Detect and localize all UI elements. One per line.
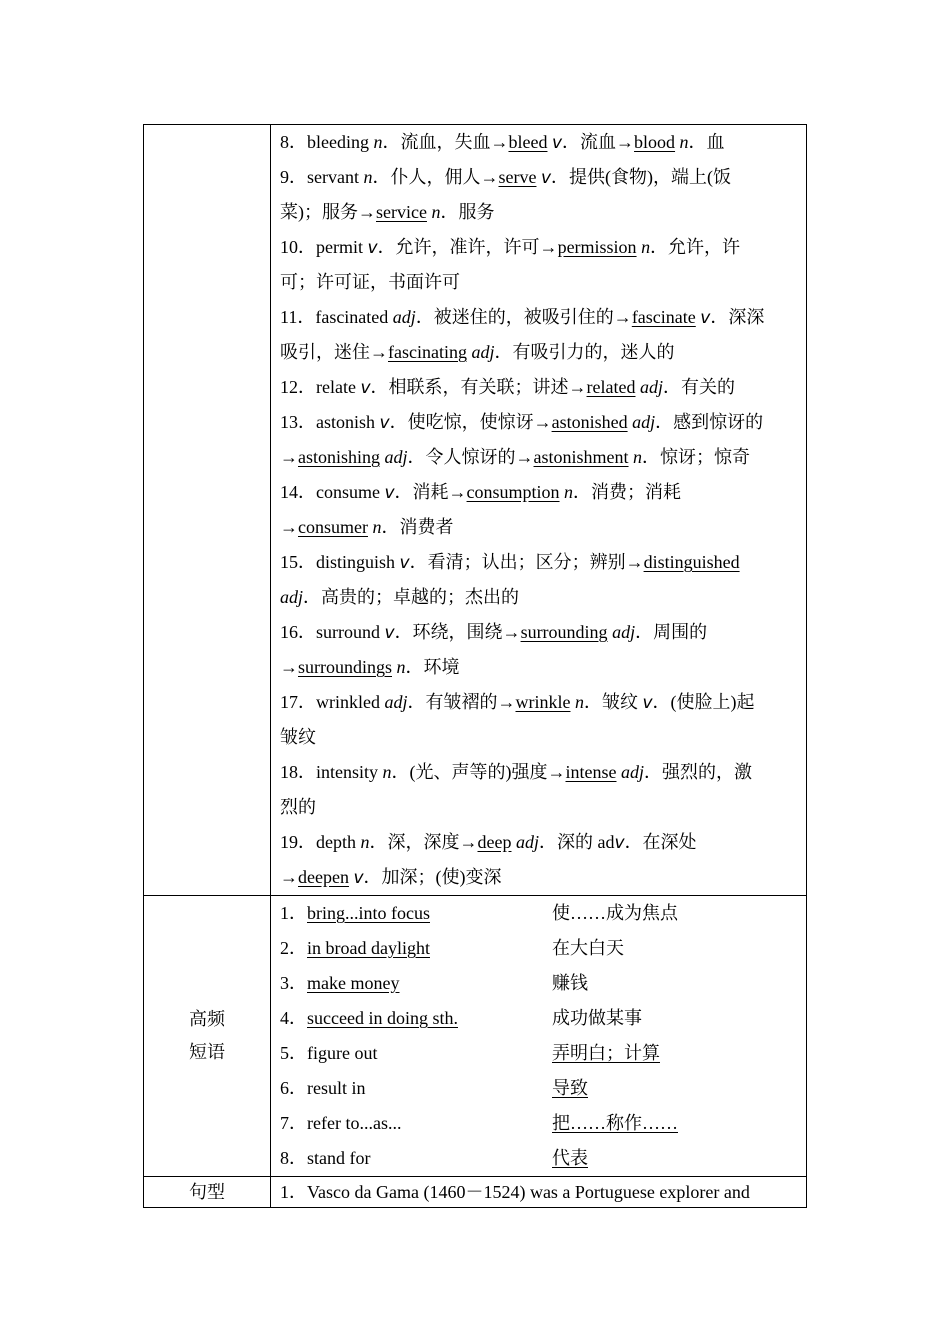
entry-text: ．允许，准许，许可→ [377, 237, 558, 257]
part-of-speech: n [396, 657, 406, 677]
entry-text: ．在深处 [624, 832, 697, 852]
vocab-entry-6-line1 [280, 405, 798, 440]
part-of-speech: n [363, 167, 373, 187]
phrases-label-line-2: 短语 [189, 1042, 225, 1062]
vocab-entry-8-line2 [280, 580, 798, 615]
part-of-speech: n [372, 517, 382, 537]
part-of-speech: adj [392, 307, 416, 327]
vocab-entry-3-line1 [280, 230, 798, 265]
entry-text: 19．depth [280, 832, 361, 852]
part-of-speech: adj [515, 832, 539, 852]
entry-text: 吸引，迷住→ [280, 342, 388, 362]
phrase-item [280, 966, 798, 1001]
entry-text: → [280, 517, 298, 537]
vocab-entry-10-line1 [280, 685, 798, 720]
entry-text: ．服务 [440, 202, 495, 222]
phrase-item [280, 896, 798, 931]
entry-text: ．允许，许 [650, 237, 741, 257]
phrase-item [280, 931, 798, 966]
phrase-english [280, 1106, 552, 1141]
entry-text: ．惊讶；惊奇 [642, 447, 751, 467]
sentence-label: 句型 [189, 1182, 225, 1202]
answer-word: fascinate [631, 307, 696, 327]
part-of-speech: v [384, 623, 395, 643]
answer-word: deep [477, 832, 512, 852]
part-of-speech: n [382, 762, 392, 782]
entry-text: ．流血→ [562, 132, 635, 152]
entry-text: ．有关的 [663, 377, 736, 397]
vocab-entry-7-line2 [280, 510, 798, 545]
entry-text: ．感到惊讶的 [655, 412, 764, 432]
part-of-speech: n [633, 447, 643, 467]
phrases-label-cell [144, 896, 271, 1177]
part-of-speech: n [564, 482, 574, 502]
vocab-entry-12-line1 [280, 825, 798, 860]
vocab-entry-3-line2 [280, 265, 798, 300]
entry-text: 16．surround [280, 622, 385, 642]
vocab-entry-10-line2 [280, 720, 798, 755]
part-of-speech: n [360, 832, 370, 852]
phrase-chinese [552, 1001, 798, 1036]
phrase-english-text: bring...into focus [307, 903, 430, 923]
phrase-number: 1． [280, 903, 307, 923]
phrase-number: 7． [280, 1113, 307, 1133]
part-of-speech: v [551, 133, 563, 153]
answer-word: consumption [466, 482, 560, 502]
phrase-english [280, 1036, 552, 1071]
phrase-english-text: result in [307, 1078, 366, 1098]
answer-word: bleed [508, 132, 548, 152]
part-of-speech: n [641, 237, 651, 257]
answer-word: deepen [298, 867, 349, 887]
part-of-speech: n [679, 132, 689, 152]
vocab-entry-2-line1 [280, 160, 798, 195]
part-of-speech: v [379, 413, 390, 433]
part-of-speech: adj [280, 587, 304, 607]
entry-text: 皱纹 [280, 727, 316, 747]
entry-text: ．皱纹 [583, 692, 643, 712]
vocab-entry-11-line2 [280, 790, 798, 825]
part-of-speech: adj [621, 762, 645, 782]
entry-text: ．环境 [405, 657, 460, 677]
phrase-chinese [552, 1071, 798, 1106]
phrase-number: 8． [280, 1148, 307, 1168]
entry-text: ．深的 [539, 832, 598, 852]
entry-text: ．令人惊讶的→ [407, 447, 534, 467]
vocab-entry-7-line1 [280, 475, 798, 510]
phrase-chinese [552, 1106, 798, 1141]
answer-word: surroundings [298, 657, 392, 677]
answer-word: distinguished [643, 552, 740, 572]
entry-text: ．深深 [710, 307, 765, 327]
entry-text: ．消费；消耗 [573, 482, 682, 502]
part-of-speech: v [384, 483, 395, 503]
vocab-entry-9-line1 [280, 615, 798, 650]
answer-word: consumer [298, 517, 368, 537]
answer-word: serve [498, 167, 537, 187]
phrase-english [280, 1141, 552, 1176]
entry-text: ．有皱褶的→ [407, 692, 516, 712]
part-of-speech: v [700, 308, 711, 328]
phrase-chinese-text: 把……称作…… [552, 1113, 678, 1133]
part-of-speech: n [431, 202, 441, 222]
entry-text: → [280, 657, 298, 677]
entry-text: 9．servant [280, 167, 364, 187]
entry-text: ．提供(食物)，端上(饭 [551, 167, 732, 187]
phrase-english-text: in broad daylight [307, 938, 430, 958]
entry-text: ．加深；(使)变深 [363, 867, 502, 887]
phrase-chinese [552, 1141, 798, 1176]
entry-text: ．周围的 [635, 622, 708, 642]
vocab-entry-4-line2 [280, 335, 798, 370]
vocab-entry-6-line2 [280, 440, 798, 475]
phrase-item [280, 1071, 798, 1106]
study-table [143, 124, 807, 1208]
part-of-speech: adj [384, 447, 408, 467]
entry-text: ．被迷住的，被吸引住的→ [415, 307, 632, 327]
entry-text: → [280, 447, 298, 467]
phrase-english [280, 1001, 552, 1036]
phrases-cell [271, 896, 807, 1177]
entry-text: ．消费者 [381, 517, 454, 537]
vocab-entry-8-line1 [280, 545, 798, 580]
entry-text: ．使吃惊，使惊讶→ [389, 412, 552, 432]
vocab-row [144, 125, 807, 896]
part-of-speech: adj [632, 412, 656, 432]
answer-word: intense [565, 762, 617, 782]
phrase-english [280, 896, 552, 931]
vocab-entry-11-line1 [280, 755, 798, 790]
entry-text: 11．fascinated [280, 307, 393, 327]
phrase-chinese-text: 代表 [552, 1148, 588, 1168]
vocab-entry-5-line1 [280, 370, 798, 405]
phrase-chinese-text: 导致 [552, 1078, 588, 1098]
vocab-entry-12-line2 [280, 860, 798, 895]
entry-text: ．深，深度→ [369, 832, 478, 852]
entry-text: ．(光、声等的)强度→ [391, 762, 566, 782]
phrase-chinese-text: 赚钱 [552, 973, 588, 993]
phrase-chinese-text: 使……成为焦点 [552, 903, 678, 923]
entry-text: 12．relate [280, 377, 361, 397]
entry-text: ad [597, 832, 615, 852]
part-of-speech: adj [471, 342, 495, 362]
sentence-row [144, 1177, 807, 1208]
phrase-item [280, 1036, 798, 1071]
phrase-chinese [552, 1036, 798, 1071]
vocab-entry-9-line2 [280, 650, 798, 685]
phrase-english-text: make money [307, 973, 400, 993]
part-of-speech: adj [384, 692, 408, 712]
phrase-english-text: succeed in doing sth. [307, 1008, 458, 1028]
answer-word: fascinating [388, 342, 467, 362]
entry-text: ．相联系，有关联；讲述→ [370, 377, 587, 397]
vocab-entry-1-line1 [280, 125, 798, 160]
entry-text: 18．intensity [280, 762, 383, 782]
entry-text: ．强烈的，激 [644, 762, 753, 782]
part-of-speech: n [373, 132, 383, 152]
part-of-speech: adj [640, 377, 664, 397]
entry-text: 14．consume [280, 482, 385, 502]
part-of-speech: v [367, 238, 378, 258]
entry-text: ．流血，失血→ [382, 132, 509, 152]
phrase-item [280, 1141, 798, 1176]
answer-word: related [586, 377, 636, 397]
phrase-chinese-text: 弄明白；计算 [552, 1043, 660, 1063]
entry-text: → [280, 867, 298, 887]
phrase-english-text: stand for [307, 1148, 371, 1168]
entry-text: 菜)；服务→ [280, 202, 376, 222]
entry-text: 13．astonish [280, 412, 380, 432]
sentence-label-cell [144, 1177, 271, 1208]
answer-word: wrinkle [515, 692, 571, 712]
part-of-speech: v [360, 378, 371, 398]
answer-word: service [376, 202, 427, 222]
phrase-item [280, 1106, 798, 1141]
entry-text: ．环绕，围绕→ [394, 622, 521, 642]
phrase-number: 4． [280, 1008, 307, 1028]
vocab-label-cell [144, 125, 271, 896]
entry-text: ．消耗→ [394, 482, 467, 502]
vocab-entry-2-line2 [280, 195, 798, 230]
phrase-chinese-text: 在大白天 [552, 938, 624, 958]
phrase-number: 3． [280, 973, 307, 993]
phrase-number: 5． [280, 1043, 307, 1063]
part-of-speech: adj [612, 622, 636, 642]
entry-text: 烈的 [280, 797, 316, 817]
entry-text: 17．wrinkled [280, 692, 385, 712]
phrase-chinese [552, 931, 798, 966]
phrase-chinese-text: 成功做某事 [552, 1008, 642, 1028]
phrase-chinese [552, 966, 798, 1001]
phrase-english [280, 966, 552, 1001]
entry-text: ．仆人，佣人→ [372, 167, 499, 187]
phrase-english [280, 931, 552, 966]
entry-text: ．看清；认出；区分；辨别→ [409, 552, 644, 572]
sentence-line: 1．Vasco da Gama (1460－1524) was a Portuguese explorer and [280, 1182, 750, 1202]
answer-word: astonished [551, 412, 628, 432]
phrases-row [144, 896, 807, 1177]
entry-text: ．有吸引力的，迷人的 [494, 342, 675, 362]
answer-word: astonishment [533, 447, 629, 467]
sentence-cell [271, 1177, 807, 1208]
phrase-number: 2． [280, 938, 307, 958]
entry-text: 8．bleeding [280, 132, 374, 152]
phrase-item [280, 1001, 798, 1036]
part-of-speech: n [574, 692, 584, 712]
answer-word: astonishing [298, 447, 381, 467]
vocab-cell [271, 125, 807, 896]
entry-text: ．(使脸上)起 [652, 692, 755, 712]
phrase-chinese [552, 896, 798, 931]
entry-text: ．血 [688, 132, 725, 152]
answer-word: permission [557, 237, 637, 257]
vocab-entry-4-line1 [280, 300, 798, 335]
entry-text: 10．permit [280, 237, 368, 257]
phrase-number: 6． [280, 1078, 307, 1098]
phrases-label-line-1: 高频 [189, 1009, 225, 1029]
entry-text: ．高贵的；卓越的；杰出的 [303, 587, 520, 607]
phrase-english-text: figure out [307, 1043, 378, 1063]
part-of-speech: v [642, 693, 653, 713]
phrase-english-text: refer to...as... [307, 1113, 402, 1133]
entry-text: 可；许可证，书面许可 [280, 272, 460, 292]
entry-text: 15．distinguish [280, 552, 400, 572]
part-of-speech: v [540, 168, 552, 188]
phrase-english [280, 1071, 552, 1106]
answer-word: surrounding [520, 622, 608, 642]
answer-word: blood [634, 132, 676, 152]
part-of-speech: v [614, 833, 625, 853]
part-of-speech: v [399, 553, 410, 573]
part-of-speech: v [353, 868, 364, 888]
